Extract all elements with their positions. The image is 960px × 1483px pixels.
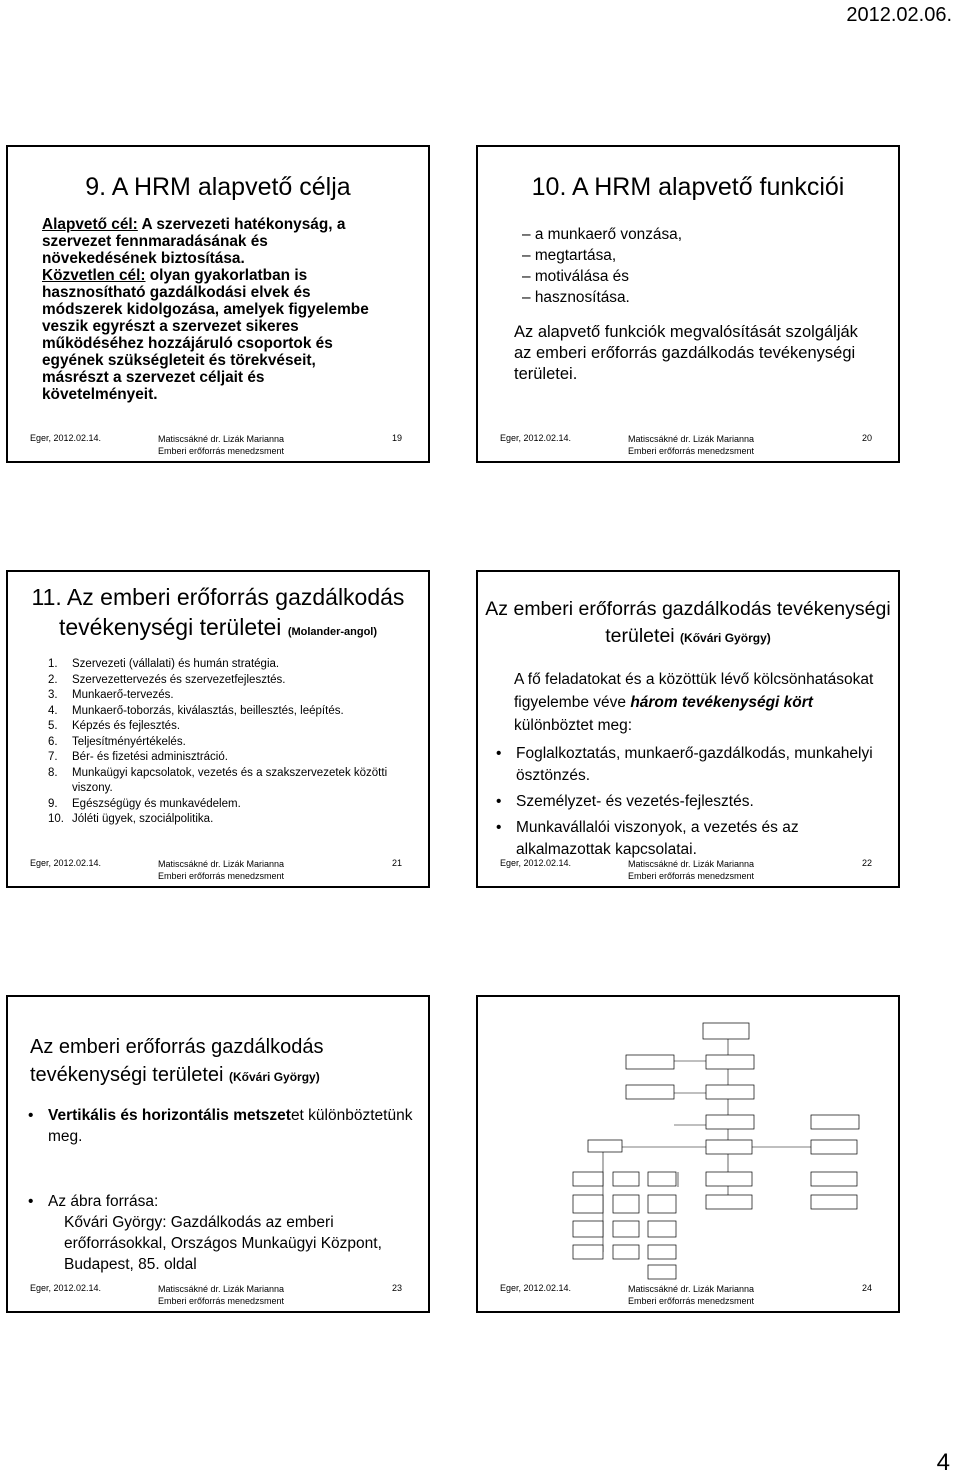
slide-number: 21 — [391, 858, 402, 868]
direct-goal-text: olyan gyakorlatban is hasznosítható gazdálkodási elvek és módszerek kidolgozása, amelyek figyelembe veszik egyrészt a szervezet sikeres működéséhez hozzájáruló csoportok és egyének szükségleteit és törekvéseit, másrészt a szervezet céljait és követelményeit. — [42, 267, 369, 403]
diagram-box — [613, 1195, 639, 1213]
item-text: Bér- és fizetési adminisztráció. — [72, 751, 228, 763]
course-name: Emberi erőforrás menedzsment — [158, 446, 285, 456]
item-text: Munkaerő-tervezés. — [72, 689, 174, 701]
slide-number: 23 — [391, 1283, 402, 1293]
diagram-box — [613, 1221, 639, 1237]
course-name: Emberi erőforrás menedzsment — [628, 1296, 755, 1306]
title-source: (Kővári György) — [680, 631, 771, 645]
diagram-box — [573, 1245, 603, 1259]
item-text: Munkaügyi kapcsolatok, vezetés és a szakszervezetek közötti viszony. — [72, 766, 388, 794]
footer-author — [158, 433, 284, 457]
course-name: Emberi erőforrás menedzsment — [158, 871, 285, 881]
footer-date: Eger, 2012.02.14. — [500, 433, 572, 443]
item-number: 9. — [48, 797, 58, 810]
diagram-box — [613, 1172, 639, 1186]
function-list — [522, 224, 898, 308]
functions-paragraph: Az alapvető funkciók megvalósítását szolgálják az emberi erőforrás gazdálkodás tevékenységi területei. — [514, 323, 858, 383]
diagram-box — [706, 1085, 754, 1099]
footer-author — [158, 858, 284, 882]
list-item — [48, 704, 428, 720]
direct-goal-label: Közvetlen cél: — [42, 267, 146, 284]
list-item — [496, 743, 884, 787]
item-text: Egészségügy és munkavédelem. — [72, 797, 241, 810]
item-text: Teljesítményértékelés. — [72, 735, 186, 748]
title-source: (Molander-angol) — [287, 626, 378, 638]
item-emphasis: Vertikális és horizontális metszet — [48, 1107, 291, 1124]
list-item — [28, 1191, 428, 1212]
item-text: Munkavállalói viszonyok, a vezetés és az alkalmazottak kapcsolatai. — [516, 819, 799, 858]
diagram-box — [573, 1172, 603, 1186]
diagram-box — [811, 1172, 857, 1186]
slide-number: 22 — [861, 858, 872, 868]
slide-24 — [476, 995, 900, 1313]
item-number: 1. — [48, 658, 58, 670]
slide-22 — [476, 570, 900, 888]
slide-title — [30, 1033, 418, 1091]
intro-emphasis: három tevékenységi kört — [630, 694, 813, 711]
course-name: Emberi erőforrás menedzsment — [628, 871, 755, 881]
bullet: • — [28, 1193, 34, 1210]
slide-footer — [478, 1283, 898, 1305]
list-item: – megtartása, — [522, 245, 898, 266]
item-text: Személyzet- és vezetés-fejlesztés. — [516, 793, 754, 810]
diagram-box — [626, 1085, 674, 1099]
diagram-box — [648, 1245, 676, 1259]
slide-title: 10. A HRM alapvető funkciói — [531, 173, 845, 201]
item-text-end: et különböztetünk meg. — [48, 1107, 413, 1145]
slide-footer — [478, 433, 898, 455]
list-item: – motiválása és — [522, 266, 898, 287]
area-list — [48, 657, 428, 828]
author-name: Matiscsákné dr. Lizák Marianna — [628, 434, 755, 444]
slide-number: 20 — [861, 433, 872, 443]
slide-footer — [8, 433, 428, 455]
diagram-box — [573, 1221, 603, 1237]
source-citation: Kővári György: Gazdálkodás az emberi erőforrásokkal, Országos Munkaügyi Központ, Budapest, 85. oldal — [64, 1214, 382, 1273]
slide-number: 24 — [861, 1283, 872, 1293]
slide-footer — [8, 1283, 428, 1305]
bullet: • — [28, 1107, 34, 1124]
item-number: 4. — [48, 704, 58, 717]
goal-text: A szervezeti hatékonyság, a szervezet fennmaradásának és növekedésének biztosítása. — [42, 216, 346, 267]
author-name: Matiscsákné dr. Lizák Marianna — [158, 434, 285, 444]
slide-number: 19 — [391, 433, 402, 443]
footer-date: Eger, 2012.02.14. — [30, 1283, 102, 1293]
slide-title — [478, 596, 898, 652]
item-number: 10. — [48, 813, 64, 825]
slide-19 — [6, 145, 430, 463]
diagram-box — [648, 1265, 676, 1279]
list-item — [48, 657, 428, 673]
diagram-box — [811, 1115, 859, 1129]
diagram-box — [811, 1195, 857, 1209]
list-item: – hasznosítása. — [522, 287, 898, 308]
author-name: Matiscsákné dr. Lizák Marianna — [628, 859, 755, 869]
bullet: • — [496, 819, 502, 836]
item-number: 8. — [48, 766, 58, 779]
diagram-box — [706, 1195, 752, 1209]
list-item — [48, 719, 428, 735]
list-item — [48, 812, 428, 828]
footer-date: Eger, 2012.02.14. — [30, 858, 102, 868]
goal-paragraph — [42, 216, 382, 267]
list-item — [48, 735, 428, 751]
slide-body — [42, 216, 382, 403]
footer-date: Eger, 2012.02.14. — [30, 433, 102, 443]
author-name: Matiscsákné dr. Lizák Marianna — [158, 1284, 285, 1294]
item-text — [48, 1105, 428, 1147]
slide-footer — [478, 858, 898, 880]
item-text: Foglalkoztatás, munkaerő-gazdálkodás, munkahelyi ösztönzés. — [516, 745, 873, 784]
intro-text: A fő feladatokat és a közöttük lévő kölcsönhatásokat figyelembe véve — [514, 671, 874, 711]
item-number: 2. — [48, 673, 58, 686]
diagram-box — [626, 1055, 674, 1069]
author-name: Matiscsákné dr. Lizák Marianna — [158, 859, 285, 869]
course-name: Emberi erőforrás menedzsment — [628, 446, 755, 456]
list-item — [28, 1105, 428, 1147]
title-text: 11. Az emberi erőforrás gazdálkodás tevékenységi területei — [31, 584, 405, 640]
diagram-box — [706, 1172, 752, 1186]
list-item — [48, 797, 428, 813]
slide-20 — [476, 145, 900, 463]
diagram-box — [703, 1023, 749, 1039]
title-source: (Kővári György) — [229, 1070, 320, 1084]
diagram-box — [648, 1172, 676, 1186]
bullet: • — [496, 745, 502, 762]
list-item — [48, 673, 428, 689]
author-name: Matiscsákné dr. Lizák Marianna — [628, 1284, 755, 1294]
intro-paragraph — [514, 668, 878, 737]
title-text: Az emberi erőforrás gazdálkodás tevékenységi területei — [485, 598, 891, 647]
diagram-box — [588, 1140, 622, 1152]
list-item — [496, 817, 884, 861]
bullet: • — [496, 793, 502, 810]
item-text: Az ábra forrása: — [48, 1193, 159, 1210]
item-text: Jóléti ügyek, szociálpolitika. — [72, 813, 214, 825]
course-name: Emberi erőforrás menedzsment — [158, 1296, 285, 1306]
item-text: Szervezettervezés és szervezetfejlesztés. — [72, 673, 286, 686]
item-text: Munkaerő-toborzás, kiválasztás, beillesztés, leépítés. — [72, 704, 344, 717]
slide-23 — [6, 995, 430, 1313]
diagram-box — [811, 1140, 857, 1154]
title-text: Az emberi erőforrás gazdálkodás tevékenységi területei — [30, 1036, 324, 1086]
list-item — [496, 791, 884, 813]
slide-title — [8, 582, 428, 647]
footer-author — [628, 1283, 754, 1307]
list-item — [48, 688, 428, 704]
diagram-box — [706, 1055, 754, 1069]
activity-list — [496, 743, 884, 861]
footer-date: Eger, 2012.02.14. — [500, 858, 572, 868]
item-number: 3. — [48, 689, 58, 701]
list-item — [48, 750, 428, 766]
item-text: Képzés és fejlesztés. — [72, 720, 181, 732]
slide-title: 9. A HRM alapvető célja — [85, 173, 351, 201]
slide-21 — [6, 570, 430, 888]
diagram-box — [648, 1195, 676, 1213]
footer-author — [628, 433, 754, 457]
goal-label: Alapvető cél: — [42, 216, 138, 233]
footer-author — [158, 1283, 284, 1307]
page-number: 4 — [936, 1449, 950, 1476]
list-item — [48, 766, 428, 797]
slide-footer — [8, 858, 428, 880]
diagram-box — [613, 1245, 639, 1259]
diagram-box — [573, 1195, 603, 1213]
diagram-box — [648, 1221, 676, 1237]
intro-text-end: különböztet meg: — [514, 717, 633, 734]
diagram-box — [706, 1140, 752, 1154]
diagram-box — [706, 1115, 754, 1129]
list-item: – a munkaerő vonzása, — [522, 224, 898, 245]
item-number: 6. — [48, 735, 58, 748]
page-date: 2012.02.06. — [846, 4, 952, 26]
item-number: 5. — [48, 720, 58, 732]
hr-areas-diagram — [478, 997, 898, 1282]
footer-date: Eger, 2012.02.14. — [500, 1283, 572, 1293]
footer-author — [628, 858, 754, 882]
direct-goal-paragraph — [42, 267, 382, 403]
item-text: Szervezeti (vállalati) és humán stratégia. — [72, 658, 280, 670]
item-number: 7. — [48, 751, 58, 763]
